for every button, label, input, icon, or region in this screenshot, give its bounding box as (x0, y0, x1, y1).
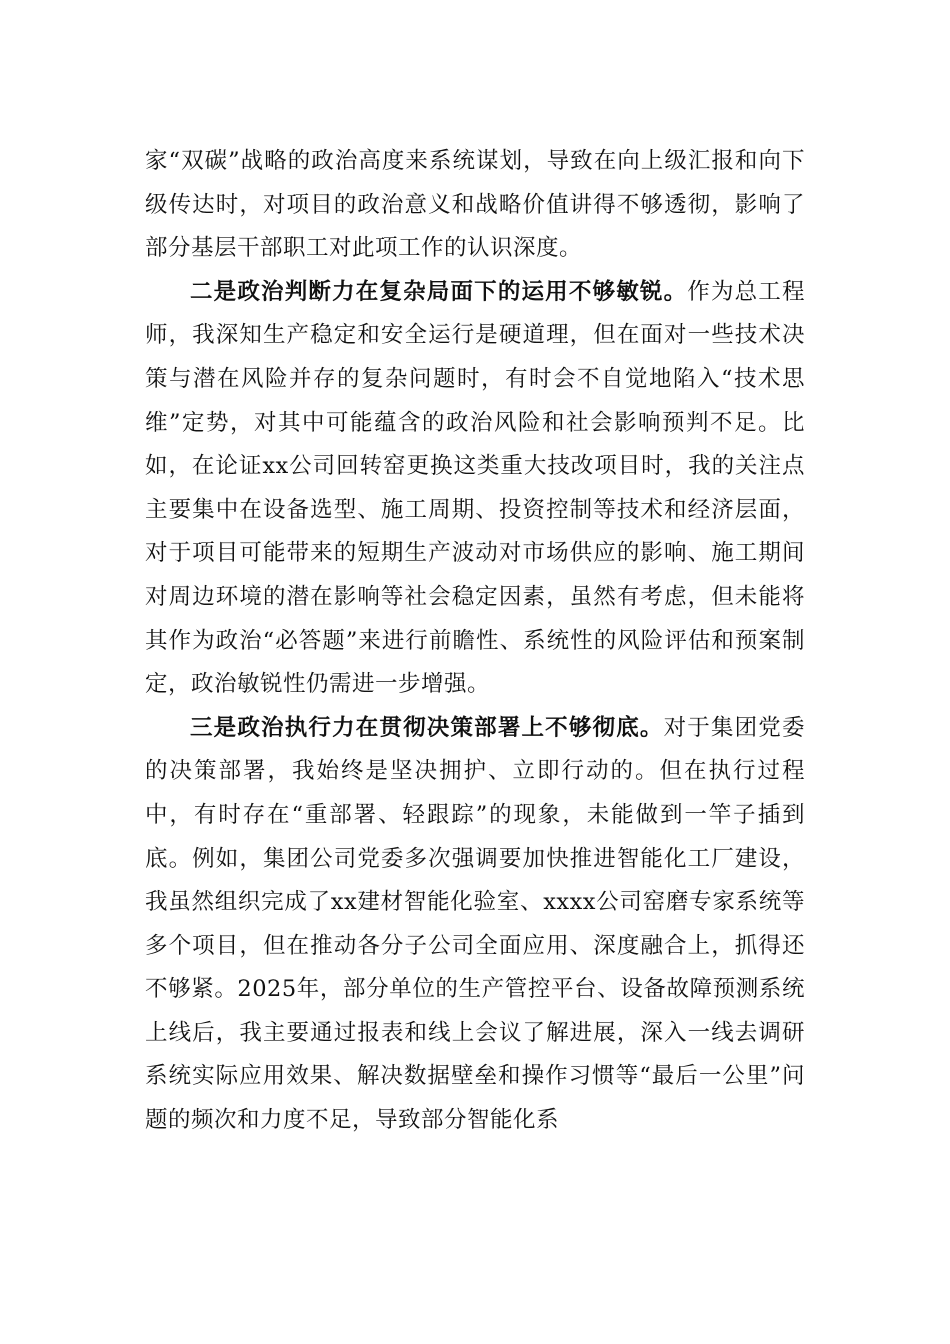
paragraph-2 (145, 271, 805, 707)
paragraph-2-lead: 二是政治判断力在复杂局面下的运用不够敏锐。 (190, 278, 688, 305)
paragraph-2-body: 作为总工程师，我深知生产稳定和安全运行是硬道理，但在面对一些技术决策与潜在风险并存的复杂问题时，有时会不自觉地陷入“技术思维”定势，对其中可能蕴含的政治风险和社会影响预判不足。比如，在论证xx公司回转窑更换这类重大技改项目时，我的关注点主要集中在设备选型、施工周期、投资控制等技术和经济层面，对于项目可能带来的短期生产波动对市场供应的影响、施工期间对周边环境的潜在影响等社会稳定因素，虽然有考虑，但未能将其作为政治“必答题”来进行前瞻性、系统性的风险评估和预案制定，政治敏锐性仍需进一步增强。 (145, 278, 805, 698)
paragraph-3-body: 对于集团党委的决策部署，我始终是坚决拥护、立即行动的。但在执行过程中，有时存在“重部署、轻跟踪”的现象，未能做到一竿子插到底。例如，集团公司党委多次强调要加快推进智能化工厂建设，我虽然组织完成了xx建材智能化验室、xxxx公司窑磨专家系统等多个项目，但在推动各分子公司全面应用、深度融合上，抓得还不够紧。2025年，部分单位的生产管控平台、设备故障预测系统上线后，我主要通过报表和线上会议了解进展，深入一线去调研系统实际应用效果、解决数据壁垒和操作习惯等“最后一公里”问题的频次和力度不足，导致部分智能化系 (145, 714, 805, 1134)
paragraph-3-lead: 三是政治执行力在贯彻决策部署上不够彻底。 (190, 714, 664, 741)
document-body (145, 140, 805, 1143)
paragraph-1-body: 家“双碳”战略的政治高度来系统谋划，导致在向上级汇报和向下级传达时，对项目的政治意义和战略价值讲得不够透彻，影响了部分基层干部职工对此项工作的认识深度。 (145, 148, 805, 262)
paragraph-1 (145, 140, 805, 271)
paragraph-3 (145, 707, 805, 1143)
